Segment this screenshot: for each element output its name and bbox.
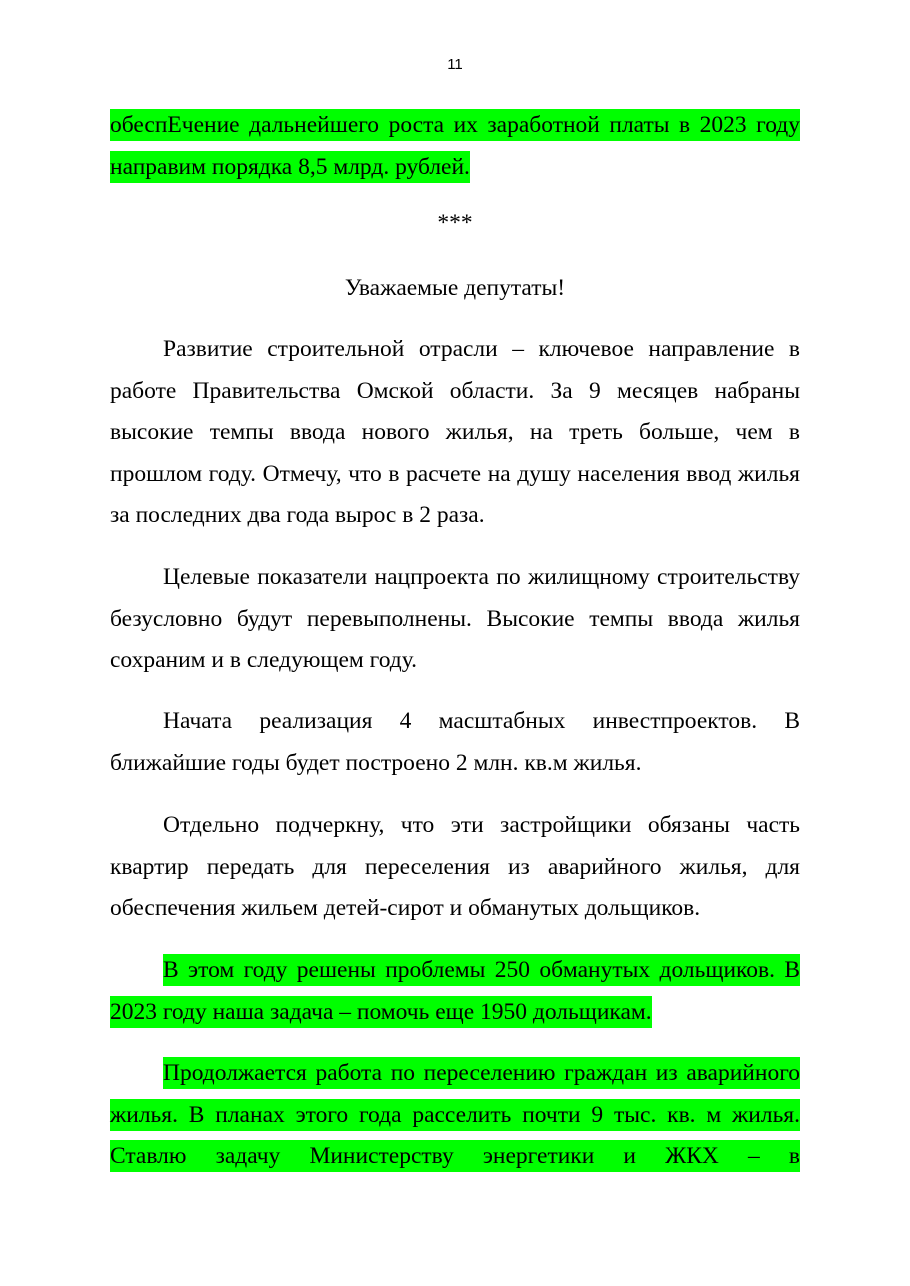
paragraph-0 — [110, 105, 800, 188]
greeting: Уважаемые депутаты! — [344, 275, 566, 301]
paragraph-1: Развитие строительной отрасли – ключевое направление в работе Правительства Омской области. За 9 месяцев набраны высокие темпы ввода нового жилья, на треть больше, чем в прошлом году. Отмечу, что в расчете на душу населения ввод жилья за последних два года вырос в 2 раза. — [110, 336, 800, 528]
paragraph-5 — [110, 950, 800, 1033]
paragraph-6 — [110, 1053, 800, 1178]
paragraph-3: Начата реализация 4 масштабных инвестпроектов. В ближайшие годы будет построено 2 млн. кв.м жилья. — [110, 708, 800, 776]
paragraph-2: Целевые показатели нацпроекта по жилищному строительству безусловно будут перевыполнены. Высокие темпы ввода жилья сохраним и в следующем году. — [110, 564, 800, 673]
highlighted-text: обеспЕчение дальнейшего роста их заработной платы в 2023 году направим порядка 8,5 млрд. рублей. — [110, 109, 800, 183]
highlighted-text: Продолжается работа по переселению граждан из аварийного жилья. В планах этого года расселить почти 9 тыс. кв. м жилья. Ставлю задачу Министерству энергетики и ЖКХ – в — [110, 1057, 800, 1172]
page-number: 11 — [447, 56, 463, 73]
highlighted-text: В этом году решены проблемы 250 обманутых дольщиков. В 2023 году наша задача – помочь еще 1950 дольщикам. — [110, 954, 800, 1028]
section-separator: *** — [437, 210, 473, 236]
paragraph-4: Отдельно подчеркну, что эти застройщики обязаны часть квартир передать для переселения из аварийного жилья, для обеспечения жильем детей-сирот и обманутых дольщиков. — [110, 812, 800, 921]
